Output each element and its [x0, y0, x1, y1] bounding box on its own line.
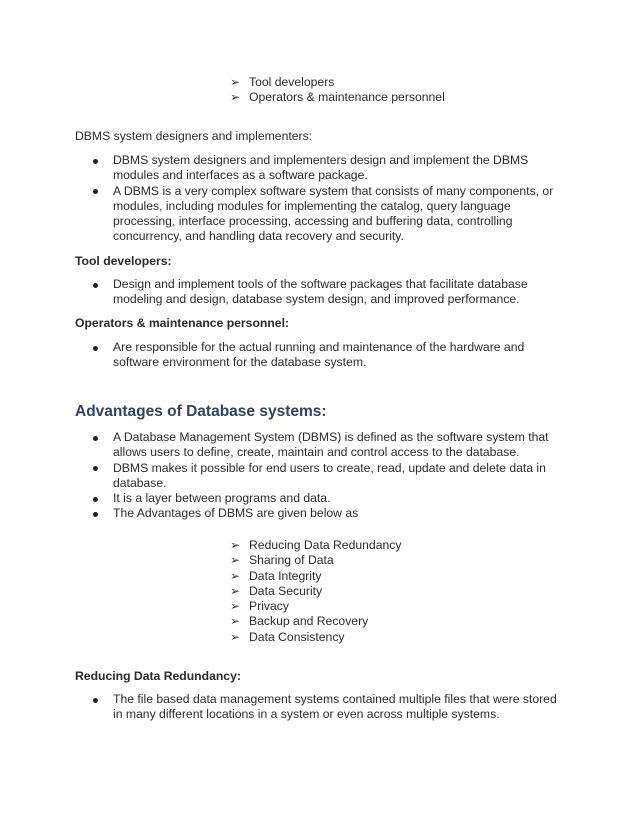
designers-bullets — [93, 153, 563, 245]
top-arrow-list — [230, 75, 445, 106]
operators-heading: Operators & maintenance personnel: — [75, 316, 290, 330]
arrow-list-item: ➢ Data Integrity — [230, 568, 322, 583]
list-item: It is a layer between programs and data. — [93, 491, 563, 506]
round-bullet-icon — [93, 497, 98, 502]
designers-intro: DBMS system designers and implementers: — [75, 129, 313, 143]
tool-developers-heading: Tool developers: — [75, 254, 172, 268]
round-bullet-icon — [93, 346, 98, 351]
round-bullet-icon — [93, 189, 98, 194]
round-bullet-icon — [93, 466, 98, 471]
round-bullet-icon — [93, 698, 98, 703]
arrowhead-bullet-icon: ➢ — [230, 614, 241, 629]
arrowhead-bullet-icon: ➢ — [230, 568, 241, 583]
arrowhead-bullet-icon: ➢ — [230, 599, 241, 614]
arrow-list-item: ➢ Privacy — [230, 599, 289, 614]
list-item: A DBMS is a very complex software system that consists of many components, or modules, including modules for implementing the catalog, query language processing, interface processing, accessing and buffering data, controlling concurrency, and handling data recovery and security. — [93, 184, 563, 245]
list-item: The Advantages of DBMS are given below as — [93, 506, 563, 521]
arrow-list-item: ➢ Data Security — [230, 583, 323, 598]
round-bullet-icon — [93, 283, 98, 288]
arrow-list-item: ➢ Data Consistency — [230, 629, 345, 644]
arrow-list-item: ➢ Backup and Recovery — [230, 614, 369, 629]
list-item: Design and implement tools of the software packages that facilitate database modeling and design, database system design, and improved performance. — [93, 277, 563, 308]
tool-developers-bullets — [93, 277, 563, 308]
round-bullet-icon — [93, 512, 98, 517]
advantages-arrow-list — [230, 538, 401, 645]
arrow-list-item: ➢ Reducing Data Redundancy — [230, 538, 402, 552]
redundancy-heading: Reducing Data Redundancy: — [75, 669, 241, 683]
operators-bullets — [93, 340, 563, 371]
arrowhead-bullet-icon: ➢ — [230, 90, 241, 105]
round-bullet-icon — [93, 436, 98, 441]
list-item: Are responsible for the actual running and maintenance of the hardware and software environment for the database system. — [93, 340, 563, 371]
advantages-title: Advantages of Database systems: — [75, 403, 327, 420]
list-item: The file based data management systems contained multiple files that were stored in many different locations in a system or even across multiple systems. — [93, 692, 563, 723]
arrow-list-item: ➢ Operators & maintenance personnel — [230, 90, 445, 105]
arrowhead-bullet-icon: ➢ — [230, 538, 241, 552]
arrowhead-bullet-icon: ➢ — [230, 75, 241, 89]
arrow-list-item: ➢ Tool developers — [230, 75, 335, 89]
list-item: DBMS system designers and implementers design and implement the DBMS modules and interfaces as a software package. — [93, 153, 563, 184]
list-item: DBMS makes it possible for end users to create, read, update and delete data in database. — [93, 461, 563, 492]
arrowhead-bullet-icon: ➢ — [230, 583, 241, 598]
redundancy-bullets — [93, 692, 563, 723]
arrowhead-bullet-icon: ➢ — [230, 629, 241, 644]
arrowhead-bullet-icon: ➢ — [230, 553, 241, 568]
list-item: A Database Management System (DBMS) is defined as the software system that allows users to define, create, maintain and control access to the database. — [93, 430, 563, 461]
advantages-bullets — [93, 430, 563, 522]
round-bullet-icon — [93, 159, 98, 164]
arrow-list-item: ➢ Sharing of Data — [230, 553, 334, 568]
